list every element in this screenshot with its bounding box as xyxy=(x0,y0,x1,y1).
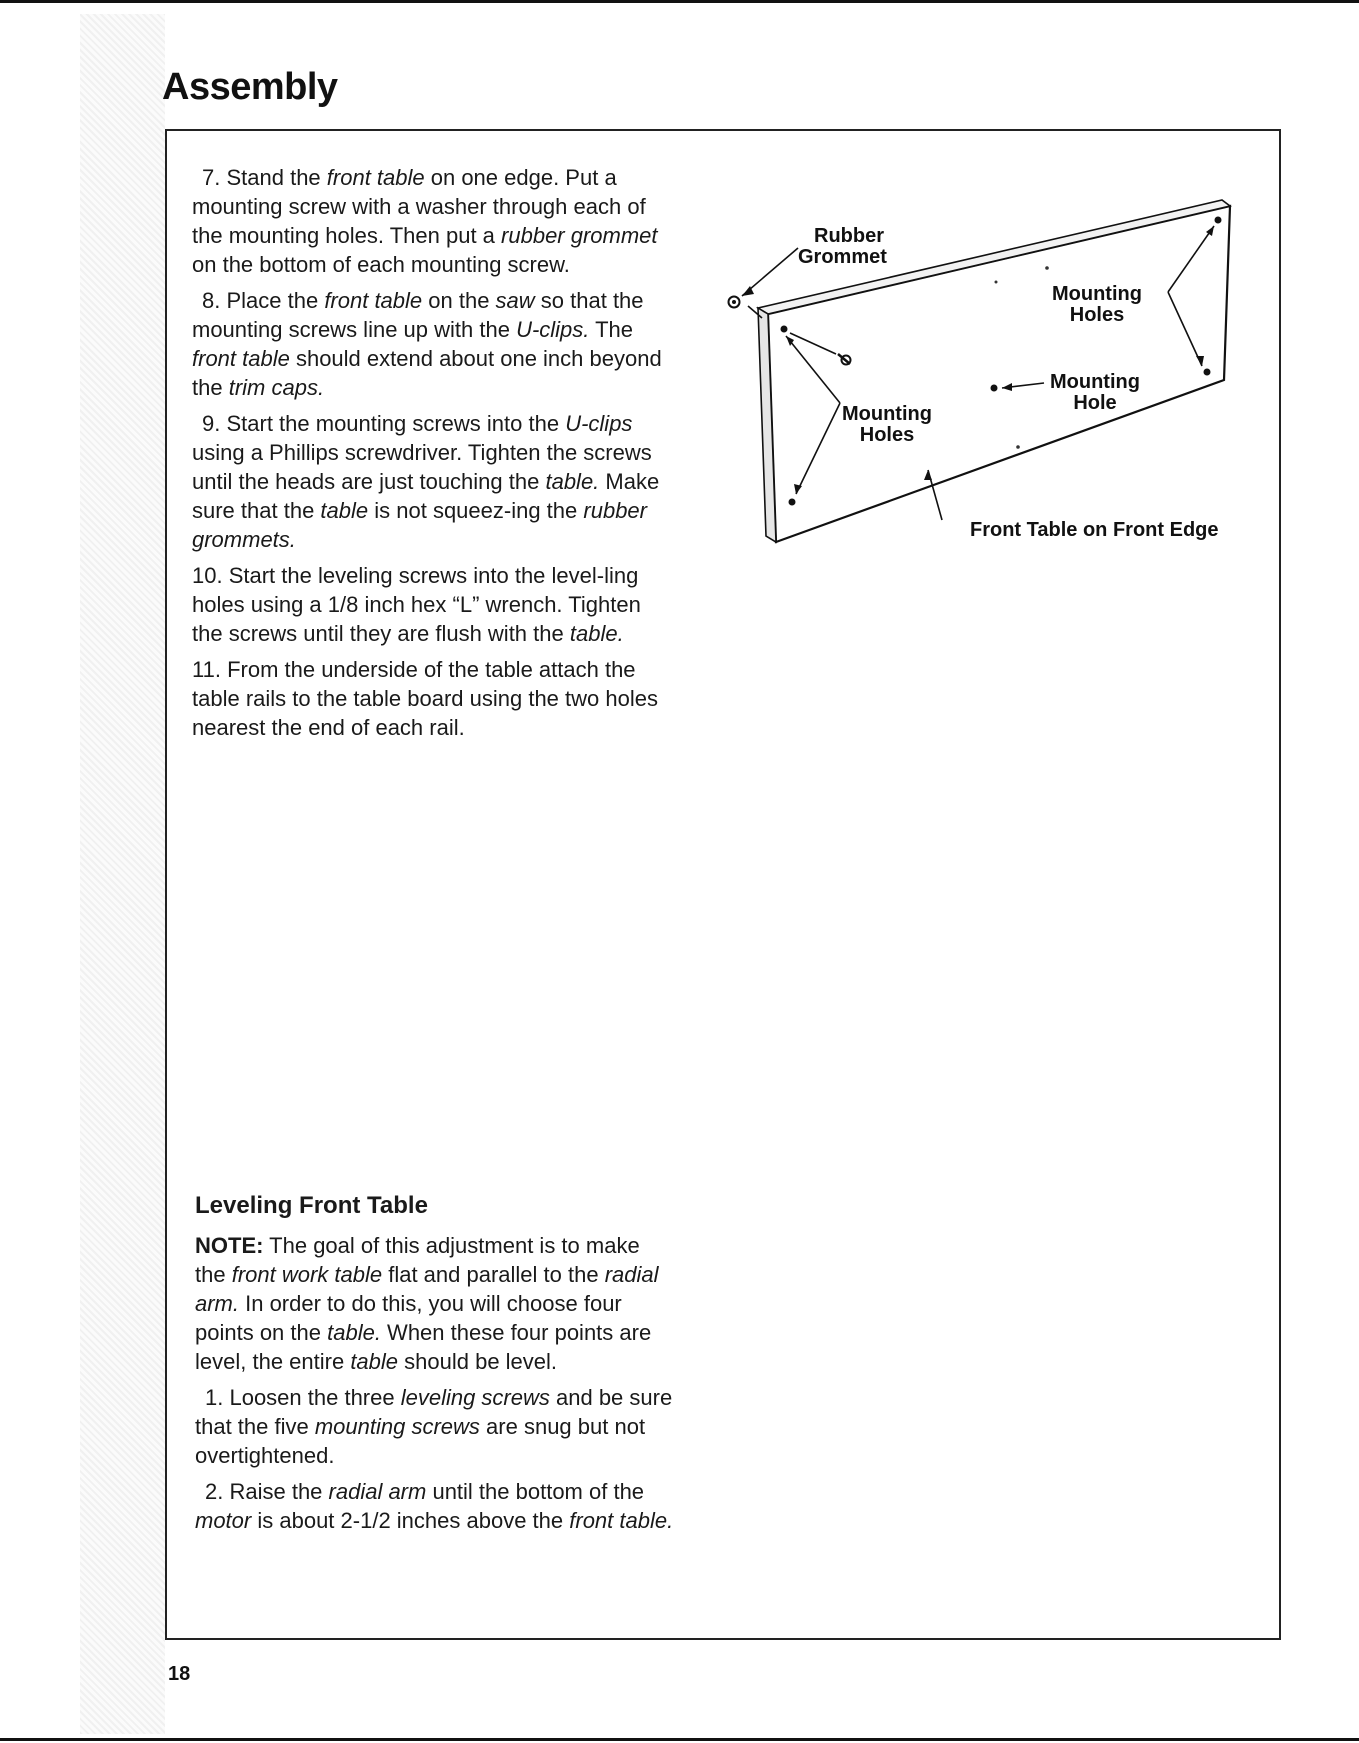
text-run: In order to do this, you will choose four points on the xyxy=(195,1291,622,1345)
emphasized-term: mounting screws xyxy=(314,1414,480,1439)
note-label: NOTE: xyxy=(195,1233,264,1258)
leveling-hole-icon xyxy=(995,281,998,284)
text-run: From the underside of the table attach the table rails to the table board using the two holes nearest the end of each rail. xyxy=(192,657,658,740)
emphasized-term: table. xyxy=(327,1320,381,1345)
text-run: Make sure that the xyxy=(192,469,660,523)
emphasized-term: table xyxy=(320,498,369,523)
mounting-hole-icon xyxy=(789,499,796,506)
rubber-grommet-icon xyxy=(732,300,736,304)
emphasized-term: table. xyxy=(569,621,624,646)
figure-caption: Front Table on Front Edge xyxy=(970,519,1219,541)
text-run: so that the mounting screws line up with the xyxy=(192,288,644,342)
mounting-holes-right-label xyxy=(1052,284,1142,326)
label-line: Holes xyxy=(1069,304,1125,326)
front-table-drawing xyxy=(710,190,1270,550)
label-line: Mounting xyxy=(1050,371,1140,393)
emphasized-term: table. xyxy=(545,469,600,494)
text-run: and be sure that the five xyxy=(195,1385,673,1439)
step-number: 8. xyxy=(202,288,221,313)
step-number: 9. xyxy=(202,411,221,436)
leveling-hole-icon xyxy=(1045,266,1049,270)
text-run: on one edge. Put a mounting screw with a washer through each of the mounting holes. Then put a xyxy=(192,165,646,248)
text-run: using a Phillips screwdriver. Tighten the screws until the heads are just touching the xyxy=(192,440,652,494)
step-paragraph xyxy=(192,655,672,742)
text-run: The goal of this adjustment is to make the xyxy=(195,1233,640,1287)
page-number: 18 xyxy=(168,1663,191,1685)
emphasized-term: table xyxy=(350,1349,399,1374)
emphasized-term: front table xyxy=(324,288,423,313)
top-rule xyxy=(0,0,1359,3)
emphasized-term: U-clips. xyxy=(516,317,590,342)
text-run: Raise the xyxy=(223,1479,329,1504)
text-run: is not squeez-ing the xyxy=(368,498,584,523)
text-run: Start the mounting screws into the xyxy=(220,411,566,436)
step-number: 10. xyxy=(192,563,223,588)
text-run: should be level. xyxy=(398,1349,558,1374)
label-line: Mounting xyxy=(1052,283,1142,305)
emphasized-term: saw xyxy=(495,288,535,313)
text-run: is about 2-1/2 inches above the xyxy=(251,1508,570,1533)
mounting-hole-icon xyxy=(1215,217,1222,224)
rubber-grommet-label xyxy=(798,226,887,268)
text-run: The xyxy=(589,317,634,342)
step-number: 1. xyxy=(205,1385,224,1410)
step-number: 2. xyxy=(205,1479,224,1504)
mounting-hole-icon xyxy=(1204,369,1211,376)
text-run: flat and parallel to the xyxy=(382,1262,605,1287)
note-paragraph xyxy=(195,1231,675,1376)
emphasized-term: front table. xyxy=(569,1508,674,1533)
mounting-holes-left-label xyxy=(842,404,932,446)
text-run: When these four points are level, the entire xyxy=(195,1320,652,1374)
assembly-steps xyxy=(192,163,672,749)
text-run: until the bottom of the xyxy=(426,1479,645,1504)
text-run: on the xyxy=(422,288,496,313)
step-paragraph xyxy=(195,1383,675,1470)
emphasized-term: rubber grommets. xyxy=(192,498,647,552)
step-paragraph xyxy=(192,286,672,402)
step-number: 7. xyxy=(202,165,221,190)
label-line: Grommet xyxy=(798,246,887,268)
emphasized-term: front table xyxy=(192,346,290,371)
note-body xyxy=(195,1233,659,1374)
bottom-rule xyxy=(0,1738,1359,1741)
emphasized-term: trim caps. xyxy=(228,375,325,400)
text-run: Stand the xyxy=(220,165,327,190)
emphasized-term: radial arm xyxy=(328,1479,427,1504)
text-run: should extend about one inch beyond the xyxy=(192,346,662,400)
emphasized-term: rubber grommet xyxy=(501,223,658,248)
text-run: on the bottom of each mounting screw. xyxy=(192,252,570,277)
leveling-steps xyxy=(195,1383,675,1535)
label-line: Holes xyxy=(859,424,915,446)
scan-shading xyxy=(80,14,165,1734)
label-line: Hole xyxy=(1073,392,1117,414)
text-run: Start the leveling screws into the level-ling holes using a 1/8 inch hex “L” wrench. Tighten the screws until they are flush with the xyxy=(192,563,641,646)
emphasized-term: leveling screws xyxy=(400,1385,550,1410)
emphasized-term: U-clips xyxy=(565,411,633,436)
text-run: Loosen the three xyxy=(223,1385,401,1410)
step-number: 11. xyxy=(192,657,221,682)
label-line: Mounting xyxy=(842,403,932,425)
step-paragraph xyxy=(192,409,672,554)
page-title: Assembly xyxy=(162,66,338,108)
step-paragraph xyxy=(192,163,672,279)
label-line: Rubber xyxy=(814,225,884,247)
emphasized-term: radial arm. xyxy=(195,1262,659,1316)
mounting-hole-icon xyxy=(781,326,788,333)
emphasized-term: front table xyxy=(326,165,425,190)
leveling-hole-icon xyxy=(1016,445,1020,449)
step-paragraph xyxy=(192,561,672,648)
mounting-hole-label xyxy=(1050,372,1140,414)
section-heading: Leveling Front Table xyxy=(195,1192,428,1219)
front-table-figure xyxy=(710,190,1270,550)
text-run: are snug but not overtightened. xyxy=(195,1414,646,1468)
emphasized-term: front work table xyxy=(231,1262,383,1287)
step-paragraph xyxy=(195,1477,675,1535)
leveling-section xyxy=(195,1231,675,1542)
mounting-hole-icon xyxy=(991,385,998,392)
emphasized-term: motor xyxy=(195,1508,252,1533)
text-run: Place the xyxy=(220,288,325,313)
